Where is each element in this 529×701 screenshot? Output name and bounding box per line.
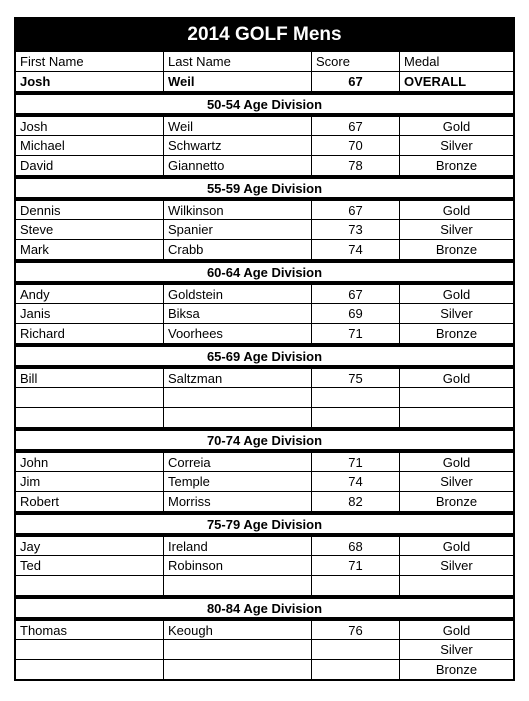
medal-cell: Silver: [399, 556, 513, 575]
first-name-cell: Thomas: [20, 622, 67, 638]
header-row: [16, 51, 513, 71]
first-name-cell: Richard: [20, 326, 65, 341]
results-table: [14, 17, 515, 681]
division-label: 65-69 Age Division: [206, 348, 323, 364]
overall-last-name: Weil: [163, 72, 311, 91]
score-cell: 82: [311, 492, 399, 511]
last-name-cell: [163, 660, 311, 679]
last-name-cell: [163, 388, 311, 407]
table-row: [16, 659, 513, 679]
division-header: [16, 427, 513, 449]
division-header: [16, 511, 513, 533]
overall-medal: OVERALL: [399, 72, 513, 91]
medal-cell: Bronze: [399, 324, 513, 343]
title-text: 2014 GOLF Mens: [187, 24, 342, 45]
division-label: 75-79 Age Division: [206, 516, 323, 532]
first-name-cell: [16, 408, 163, 427]
medal-cell: Gold: [399, 537, 513, 555]
first-name-cell: David: [20, 158, 54, 173]
overall-first-name: Josh: [20, 74, 51, 89]
medal-cell: Gold: [399, 117, 513, 135]
table-row: [16, 471, 513, 491]
table-row: [16, 219, 513, 239]
table-row: [16, 617, 513, 639]
division-label: 50-54 Age Division: [206, 96, 323, 112]
medal-cell: Gold: [399, 285, 513, 303]
header-medal: Medal: [399, 52, 513, 71]
overall-score: 67: [311, 72, 399, 91]
table-row: [16, 365, 513, 387]
overall-row: [16, 71, 513, 91]
first-name-cell: Josh: [20, 118, 48, 134]
first-name-cell: [16, 640, 163, 659]
division-label: 80-84 Age Division: [206, 600, 323, 616]
score-cell: [311, 576, 399, 595]
last-name-cell: [163, 576, 311, 595]
table-row: [16, 323, 513, 343]
table-row: [16, 281, 513, 303]
score-cell: 75: [311, 369, 399, 387]
table-row: [16, 239, 513, 259]
last-name-cell: Keough: [163, 621, 311, 639]
table-row: [16, 303, 513, 323]
last-name-cell: [163, 408, 311, 427]
table-row: [16, 113, 513, 135]
medal-cell: [399, 576, 513, 595]
table-title: [16, 19, 513, 51]
division-header: [16, 595, 513, 617]
last-name-cell: Weil: [163, 117, 311, 135]
division-header: [16, 343, 513, 365]
division-label: 55-59 Age Division: [206, 180, 323, 196]
first-name-cell: Michael: [20, 138, 65, 153]
score-cell: 78: [311, 156, 399, 175]
header-score: Score: [311, 52, 399, 71]
medal-cell: Gold: [399, 369, 513, 387]
score-cell: 71: [311, 556, 399, 575]
medal-cell: Gold: [399, 453, 513, 471]
medal-cell: [399, 388, 513, 407]
first-name-cell: [16, 660, 163, 679]
medal-cell: Silver: [399, 640, 513, 659]
medal-cell: Silver: [399, 304, 513, 323]
first-name-cell: Dennis: [20, 202, 61, 218]
score-cell: 70: [311, 136, 399, 155]
first-name-cell: [16, 576, 163, 595]
score-cell: 73: [311, 220, 399, 239]
table-row: [16, 639, 513, 659]
score-cell: 69: [311, 304, 399, 323]
score-cell: [311, 388, 399, 407]
medal-cell: Gold: [399, 201, 513, 219]
score-cell: [311, 640, 399, 659]
score-cell: 67: [311, 285, 399, 303]
last-name-cell: Goldstein: [163, 285, 311, 303]
first-name-cell: Steve: [20, 222, 54, 237]
score-cell: 68: [311, 537, 399, 555]
score-cell: 76: [311, 621, 399, 639]
medal-cell: Bronze: [399, 660, 513, 679]
first-name-cell: Jay: [20, 538, 41, 554]
medal-cell: Silver: [399, 220, 513, 239]
first-name-cell: Ted: [20, 558, 41, 573]
medal-cell: Silver: [399, 136, 513, 155]
first-name-cell: Mark: [20, 242, 49, 257]
table-row: [16, 491, 513, 511]
score-cell: 74: [311, 472, 399, 491]
last-name-cell: Spanier: [163, 220, 311, 239]
medal-cell: Gold: [399, 621, 513, 639]
table-row: [16, 449, 513, 471]
medal-cell: Bronze: [399, 492, 513, 511]
first-name-cell: Bill: [20, 370, 38, 386]
last-name-cell: Ireland: [163, 537, 311, 555]
table-row: [16, 197, 513, 219]
division-header: [16, 259, 513, 281]
first-name-cell: Jim: [20, 474, 41, 489]
last-name-cell: Correia: [163, 453, 311, 471]
medal-cell: Bronze: [399, 240, 513, 259]
table-row: [16, 135, 513, 155]
first-name-cell: Janis: [20, 306, 51, 321]
score-cell: 67: [311, 117, 399, 135]
last-name-cell: Saltzman: [163, 369, 311, 387]
medal-cell: [399, 408, 513, 427]
table-row: [16, 555, 513, 575]
division-header: [16, 175, 513, 197]
score-cell: 71: [311, 324, 399, 343]
last-name-cell: [163, 640, 311, 659]
last-name-cell: Wilkinson: [163, 201, 311, 219]
first-name-cell: [16, 388, 163, 407]
last-name-cell: Schwartz: [163, 136, 311, 155]
table-row: [16, 533, 513, 555]
first-name-cell: John: [20, 454, 49, 470]
last-name-cell: Voorhees: [163, 324, 311, 343]
last-name-cell: Morriss: [163, 492, 311, 511]
table-row: [16, 387, 513, 407]
first-name-cell: Robert: [20, 494, 60, 509]
header-first-name: First Name: [20, 54, 84, 69]
last-name-cell: Crabb: [163, 240, 311, 259]
division-header: [16, 91, 513, 113]
division-label: 60-64 Age Division: [206, 264, 323, 280]
first-name-cell: Andy: [20, 286, 50, 302]
score-cell: 71: [311, 453, 399, 471]
score-cell: 74: [311, 240, 399, 259]
last-name-cell: Robinson: [163, 556, 311, 575]
table-row: [16, 155, 513, 175]
last-name-cell: Biksa: [163, 304, 311, 323]
score-cell: [311, 408, 399, 427]
medal-cell: Bronze: [399, 156, 513, 175]
last-name-cell: Temple: [163, 472, 311, 491]
header-last-name: Last Name: [163, 52, 311, 71]
score-cell: [311, 660, 399, 679]
division-label: 70-74 Age Division: [206, 432, 323, 448]
last-name-cell: Giannetto: [163, 156, 311, 175]
table-row: [16, 407, 513, 427]
division-list: [16, 91, 513, 679]
score-cell: 67: [311, 201, 399, 219]
medal-cell: Silver: [399, 472, 513, 491]
table-row: [16, 575, 513, 595]
